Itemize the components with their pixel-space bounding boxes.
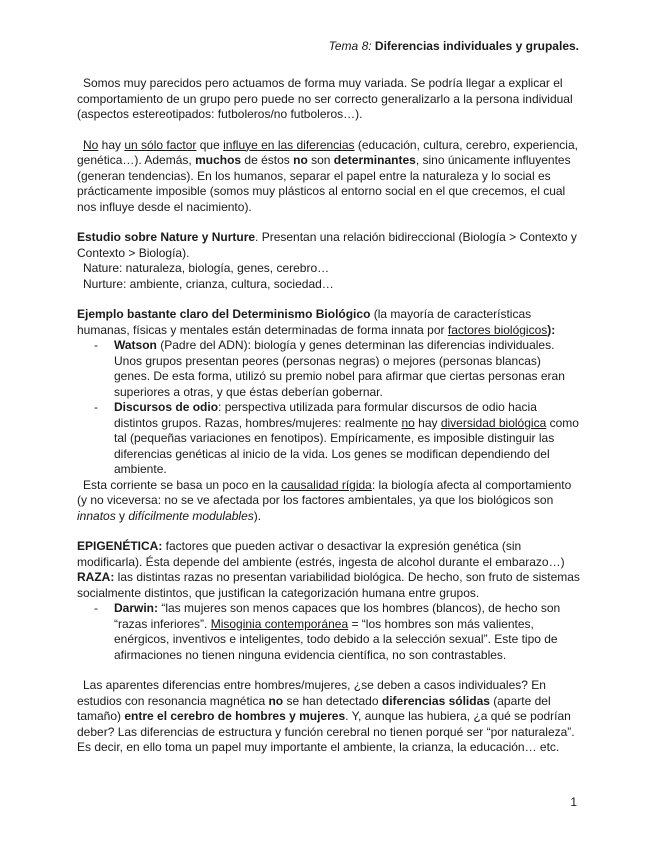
text-hardly-modulable: difícilmente modulables [128, 508, 254, 523]
paragraph-factors [77, 138, 580, 216]
list-item-hate-speech [114, 400, 580, 478]
text: (aparte del tamaño) [77, 693, 551, 723]
text: = “los hombres son más valientes, enérgicos, inventivos e inteligentes, todo debido a la selección sexual”. Este tipo de afirmaciones no tienen ninguna evidencia científica, no son contrastables. [114, 616, 558, 662]
text-influences: influye en las diferencias [223, 137, 355, 152]
text-darwin: Darwin: [114, 601, 159, 615]
text: (la mayoría de características humanas, físicas y mentales están determinadas de forma innata por [77, 307, 532, 337]
text: ). [253, 508, 262, 523]
text-misogyny: Misoginia contemporánea [210, 616, 349, 631]
paragraph-rigid-causality [77, 478, 580, 525]
text-innate: innatos [77, 508, 116, 523]
heading-determinism: Ejemplo bastante claro del Determinismo Biológico [77, 307, 371, 321]
text: son [307, 153, 334, 167]
document-body [77, 76, 580, 771]
text: : perspectiva utilizada para formular discursos de odio hacia distintos grupos. Razas, hombres/mujeres: realmente [114, 400, 537, 430]
text-solid-differences: diferencias sólidas [381, 693, 490, 708]
text-no: no [401, 415, 415, 430]
text: que [196, 137, 224, 152]
page-header [329, 39, 579, 55]
text: ): [547, 322, 556, 337]
text: de éstos [241, 153, 294, 167]
paragraph-brain-differences [77, 678, 580, 756]
text: se han detectado [283, 693, 382, 708]
page-number: 1 [570, 795, 577, 809]
header-title: Diferencias individuales y grupales. [374, 39, 579, 53]
text-single-factor: un sólo factor [124, 137, 197, 152]
heading-epigenetics: EPIGENÉTICA: [77, 539, 163, 553]
paragraph-epigenetics [77, 539, 580, 570]
text: hay [98, 137, 125, 152]
paragraph-nature-nurture [77, 230, 580, 261]
text-no-bold: no [293, 153, 308, 167]
text: . Y, aunque las hubiera, ¿a qué se podrían deber? Las diferencias de estructura y función cerebral no tienen porqué ser “por naturaleza”. Es decir, en ello toma un papel muy importante el ambiente, la crianza, la educación… etc. [77, 709, 575, 754]
line-nature: Nature: naturaleza, biología, genes, cerebro… [83, 261, 330, 275]
text: las distintas razas no presentan variabilidad biológica. De hecho, son fruto de sistemas socialmente distintos, que justifican la categorización humana entre grupos. [77, 570, 580, 600]
text: y [115, 508, 129, 523]
header-label: Tema 8: [328, 39, 372, 53]
text-watson: Watson [114, 338, 157, 352]
text: , sino únicamente influyentes (generan tendencias). En los humanos, separar el papel entre la naturaleza y lo social es prácticamente imposible (somos muy plásticos al entorno social en el que crecemos, el cual nos influye desde el nacimiento). [77, 153, 571, 214]
text-rigid-causality: causalidad rígida [281, 477, 372, 492]
paragraph-intro: Somos muy parecidos pero actuamos de forma muy variada. Se podría llegar a explicar el comportamiento de un grupo pero puede no ser correcto generalizarlo a la persona individual (aspectos estereotipados: futboleros/no futboleros…). [77, 76, 573, 121]
text-no: No [83, 137, 99, 152]
section-determinism [77, 307, 580, 524]
list-item-watson [114, 338, 580, 400]
section-epigenetics [77, 539, 580, 663]
list-item-darwin [114, 601, 580, 663]
line-nurture: Nurture: ambiente, crianza, cultura, sociedad… [83, 276, 334, 291]
text: Las aparentes diferencias entre hombres/mujeres, ¿se deben a casos individuales? En estudios con resonancia magnética [77, 678, 546, 708]
text: como tal (pequeñas variaciones en fenotipos). Empíricamente, es imposible distinguir las diferencias genéticas al inicio de la vida. Los genes se modifican dependiendo del ambiente. [114, 415, 579, 476]
text: factores que pueden activar o desactivar la expresión genética (sin modificarla). Ésta depende del ambiente (estrés, ingesta de alcohol durante el embarazo…) [77, 539, 565, 569]
list-race [77, 601, 580, 663]
text: “las mujeres son menos capaces que los hombres (blancos), de hecho son “razas inferiores”. [114, 601, 561, 631]
text-no-bold: no [268, 693, 284, 708]
text-determinants: determinantes [333, 153, 416, 167]
section-nature-nurture [77, 230, 580, 292]
text-brain-men-women: entre el cerebro de hombres y mujeres [124, 709, 346, 723]
text: : la biología afecta al comportamiento (y no viceversa: no se ve afectada por los factores ambientales, ya que los biológicos son [77, 477, 572, 507]
text: . Presentan una relación bidireccional (Biología > Contexto y Contexto > Biología). [77, 230, 577, 260]
text-biological-diversity: diversidad biológica [440, 415, 547, 430]
list-determinism [77, 338, 580, 478]
paragraph-race [77, 570, 580, 601]
text-many: muchos [195, 153, 242, 167]
text-hate-speech: Discursos de odio [114, 400, 219, 414]
text: (Padre del ADN): biología y genes determinan las diferencias individuales. Unos grupos presentan peores (personas negras) o mejores (personas blancas) genes. De esta forma, utilizó su premio nobel para afirmar que ciertas personas eran superiores a otras, y que éstas deberían gobernar. [114, 338, 565, 399]
text: hay [414, 415, 441, 430]
text: Esta corriente se basa un poco en la [83, 477, 282, 492]
text-biological-factors: factores biológicos [447, 322, 548, 337]
text: (educación, cultura, cerebro, experiencia, genética…). Además, [77, 137, 578, 167]
heading-race: RAZA: [77, 570, 115, 584]
paragraph-determinism [77, 307, 580, 338]
heading-nature-nurture: Estudio sobre Nature y Nurture [77, 230, 256, 244]
